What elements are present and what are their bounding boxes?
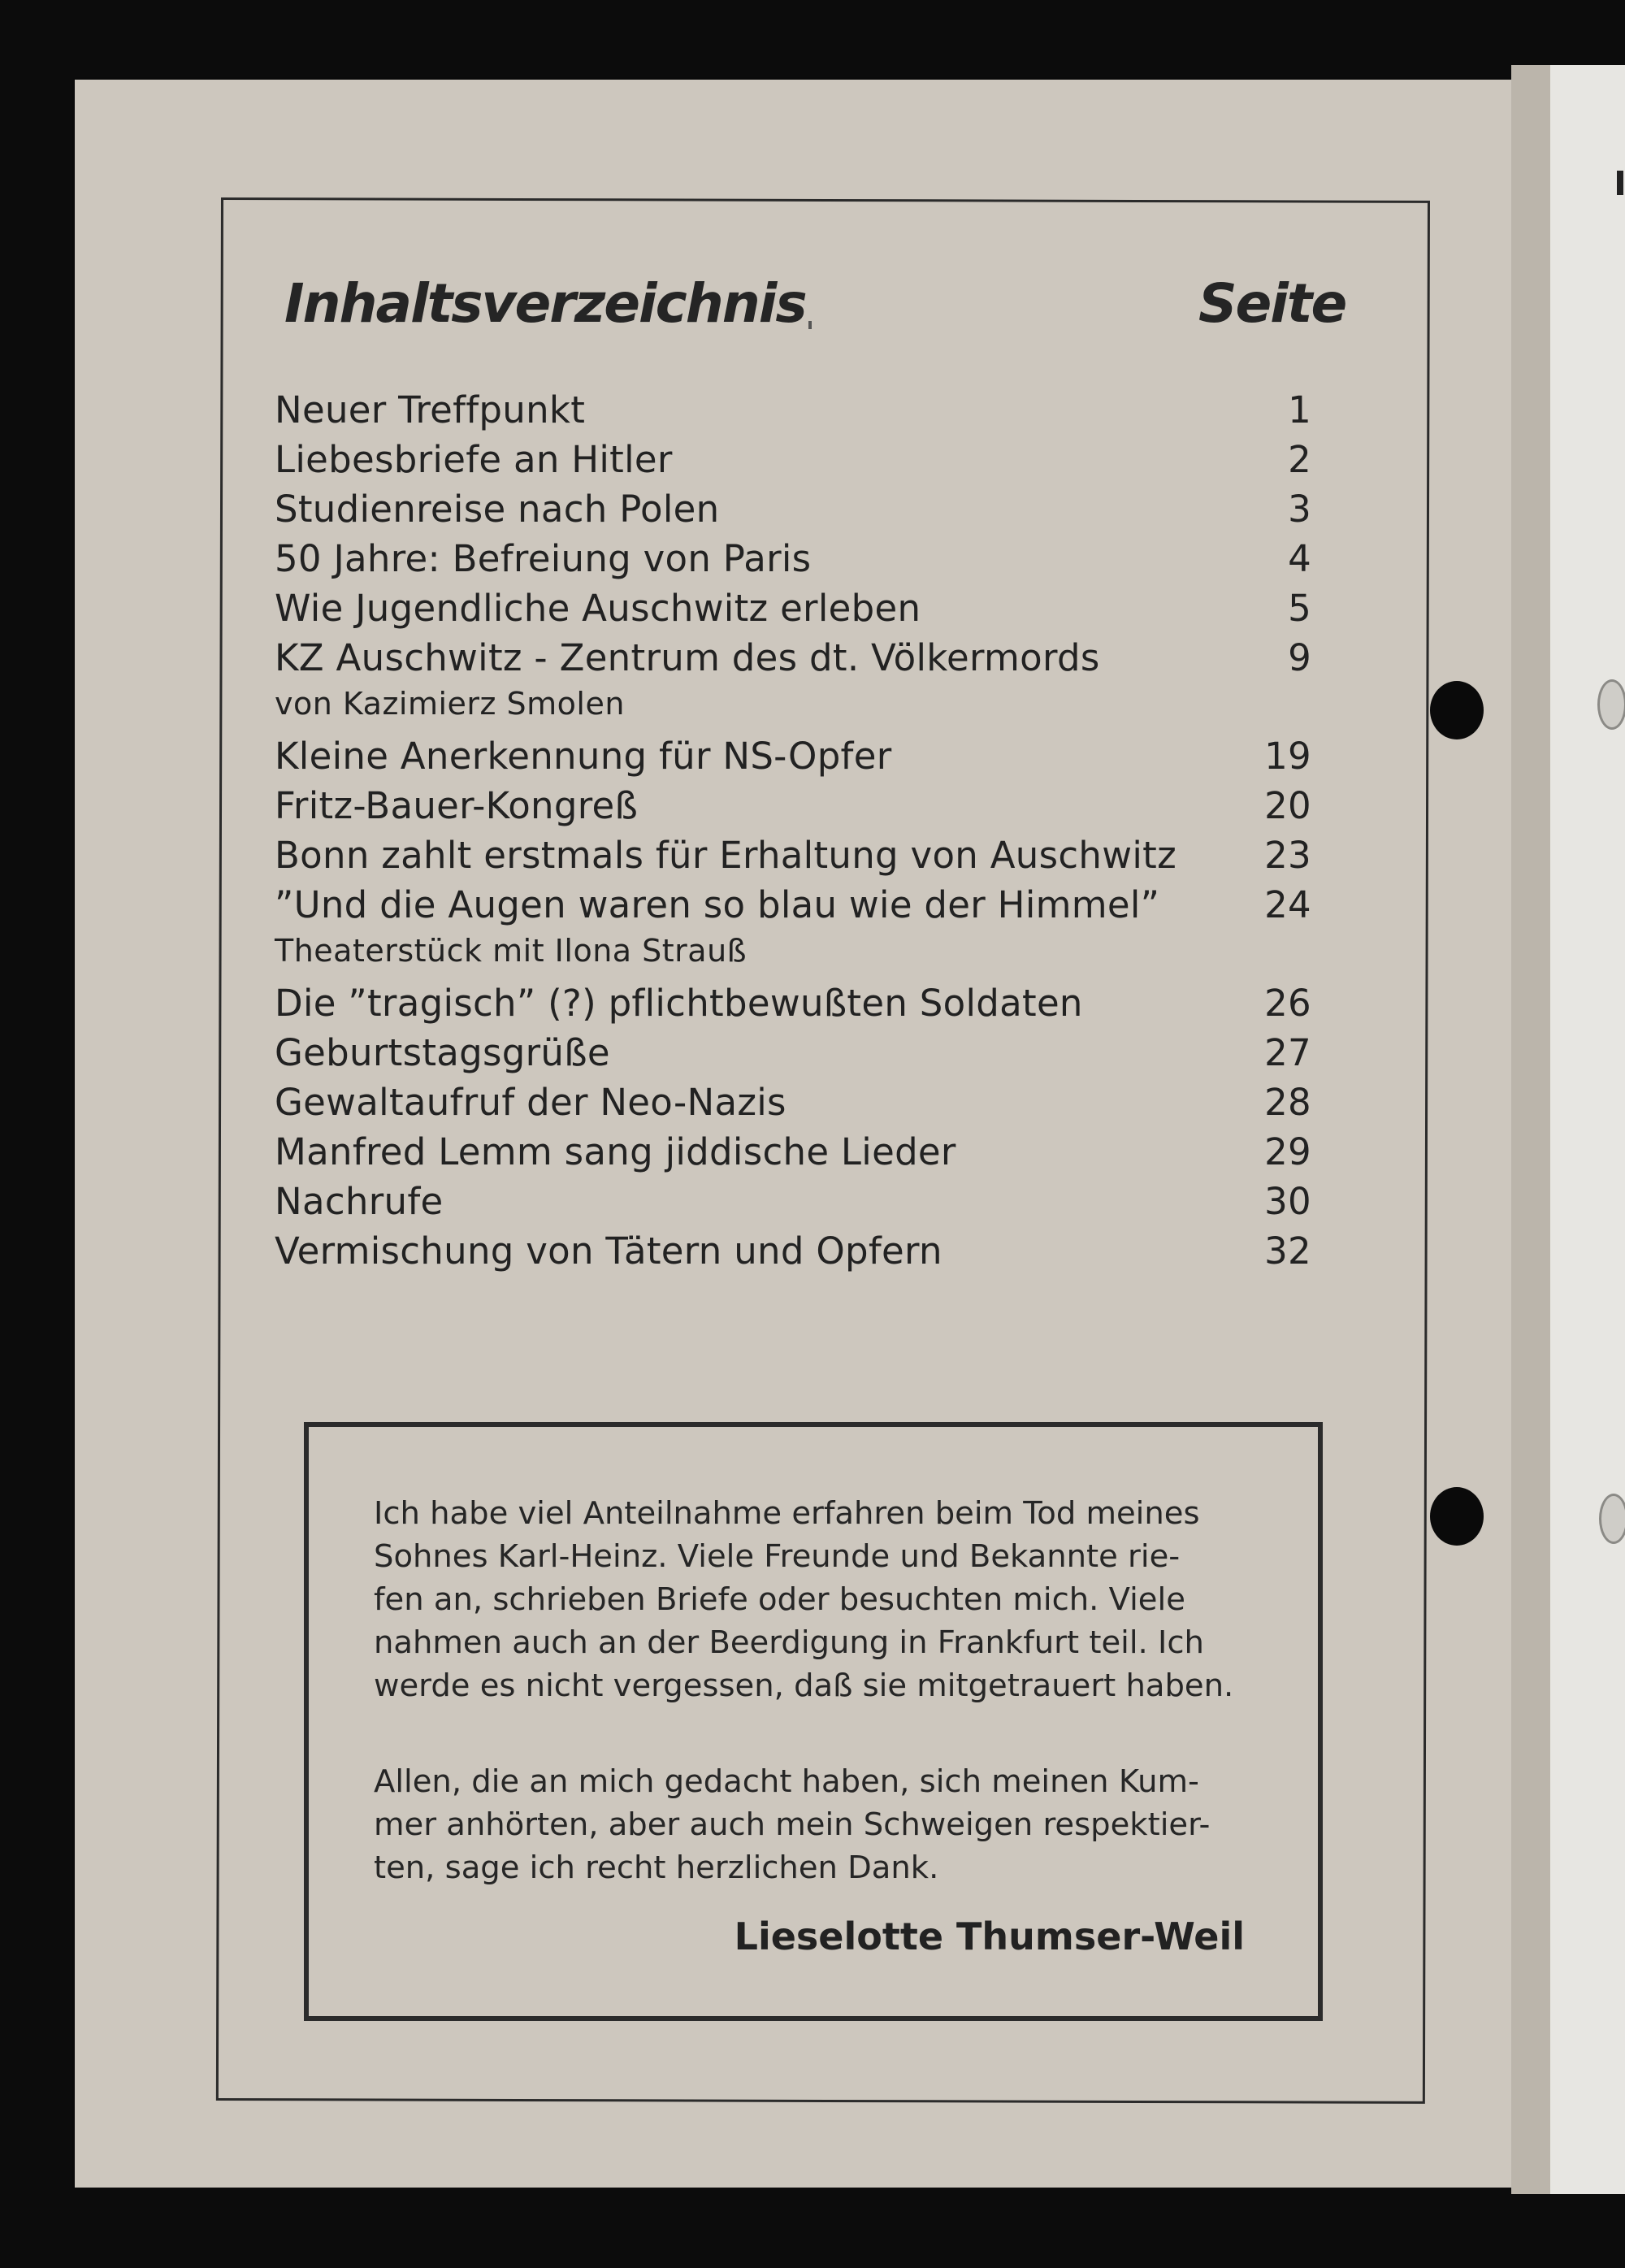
- toc-entry: [275, 778, 1331, 827]
- page-edge: [1511, 65, 1552, 2194]
- punch-hole-icon: [1430, 681, 1484, 739]
- notice-line: werde es nicht vergessen, daß sie mitgetrauert haben.: [374, 1667, 1234, 1704]
- toc-entry-subtitle-text: von Kazimierz Smolen: [275, 686, 625, 722]
- toc-entry-title: Vermischung von Tätern und Opfern: [275, 1229, 942, 1273]
- toc-entry: [275, 827, 1331, 877]
- notice-line: Allen, die an mich gedacht haben, sich meinen Kum-: [374, 1763, 1199, 1800]
- toc-entry: [275, 382, 1331, 431]
- toc-entry: [275, 975, 1331, 1025]
- table-of-contents: [275, 382, 1331, 1273]
- toc-entry-page: 32: [1264, 1229, 1311, 1273]
- notice-line: ten, sage ich recht herzlichen Dank.: [374, 1850, 939, 1886]
- toc-entry-title: Liebesbriefe an Hitler: [275, 438, 673, 481]
- toc-entry-page: 4: [1288, 537, 1311, 580]
- toc-entry: [275, 531, 1331, 580]
- toc-entry-page: 27: [1264, 1031, 1311, 1074]
- toc-entry-title: Wie Jugendliche Auschwitz erleben: [275, 587, 921, 630]
- adjacent-page-mark: [1617, 171, 1623, 195]
- toc-entry-title: 50 Jahre: Befreiung von Paris: [275, 537, 812, 580]
- toc-entry-page: 9: [1288, 636, 1311, 679]
- toc-entry-subtitle: [275, 679, 1331, 728]
- toc-entry-title: ”Und die Augen waren so blau wie der Himmel”: [275, 883, 1160, 926]
- notice-signature: Lieselotte Thumser-Weil: [734, 1915, 1245, 1958]
- toc-entry: [275, 1025, 1331, 1074]
- toc-entry-title: Nachrufe: [275, 1180, 444, 1223]
- toc-entry-title: Die ”tragisch” (?) pflichtbewußten Soldaten: [275, 982, 1083, 1025]
- toc-entry-page: 5: [1288, 587, 1311, 630]
- toc-entry-subtitle: [275, 926, 1331, 975]
- notice-line: fen an, schrieben Briefe oder besuchten mich. Viele: [374, 1581, 1185, 1618]
- toc-entry: [275, 1124, 1331, 1173]
- toc-entry-page: 3: [1288, 488, 1311, 531]
- toc-entry: [275, 481, 1331, 531]
- toc-page-column-header: Seite: [1198, 272, 1346, 335]
- toc-entry: [275, 728, 1331, 778]
- notice-paragraph: [374, 1492, 1259, 1707]
- toc-entry: [275, 431, 1331, 481]
- toc-entry-title: Neuer Treffpunkt: [275, 388, 586, 431]
- toc-entry-subtitle-text: Theaterstück mit Ilona Strauß: [275, 933, 748, 969]
- toc-entry-page: 23: [1264, 834, 1311, 877]
- notice-paragraph: [374, 1760, 1259, 1889]
- toc-entry: [275, 1074, 1331, 1124]
- toc-entry-page: 20: [1264, 784, 1311, 827]
- toc-entry: [275, 630, 1331, 679]
- punch-hole-shadow-icon: [1599, 1494, 1625, 1544]
- toc-entry-page: 28: [1264, 1081, 1311, 1124]
- toc-entry: [275, 1223, 1331, 1273]
- thank-you-notice-box: [304, 1422, 1323, 2021]
- toc-entry-page: 26: [1264, 982, 1311, 1025]
- toc-entry-page: 2: [1288, 438, 1311, 481]
- notice-line: mer anhörten, aber auch mein Schweigen respektier-: [374, 1806, 1211, 1843]
- toc-title: Inhaltsverzeichnis: [284, 272, 806, 335]
- toc-entry-title: Kleine Anerkennung für NS-Opfer: [275, 735, 892, 778]
- toc-entry-title: Fritz-Bauer-Kongreß: [275, 784, 639, 827]
- toc-entry-page: 1: [1288, 388, 1311, 431]
- toc-entry-page: 29: [1264, 1130, 1311, 1173]
- notice-line: Sohnes Karl-Heinz. Viele Freunde und Bekannte rie-: [374, 1538, 1181, 1575]
- adjacent-page: [1550, 65, 1625, 2194]
- punch-hole-icon: [1430, 1487, 1484, 1546]
- toc-entry-page: 24: [1264, 883, 1311, 926]
- toc-entry-title: Gewaltaufruf der Neo-Nazis: [275, 1081, 786, 1124]
- print-speck: [808, 321, 812, 329]
- toc-entry: [275, 877, 1331, 926]
- punch-hole-shadow-icon: [1597, 679, 1625, 730]
- toc-entry: [275, 1173, 1331, 1223]
- toc-entry-title: KZ Auschwitz - Zentrum des dt. Völkermords: [275, 636, 1100, 679]
- toc-entry-page: 19: [1264, 735, 1311, 778]
- toc-entry-title: Manfred Lemm sang jiddische Lieder: [275, 1130, 956, 1173]
- notice-line: Ich habe viel Anteilnahme erfahren beim Tod meines: [374, 1495, 1200, 1532]
- notice-line: nahmen auch an der Beerdigung in Frankfurt teil. Ich: [374, 1624, 1204, 1661]
- toc-entry-title: Bonn zahlt erstmals für Erhaltung von Auschwitz: [275, 834, 1176, 877]
- toc-entry-title: Studienreise nach Polen: [275, 488, 720, 531]
- toc-entry-title: Geburtstagsgrüße: [275, 1031, 610, 1074]
- toc-entry-page: 30: [1264, 1180, 1311, 1223]
- toc-entry: [275, 580, 1331, 630]
